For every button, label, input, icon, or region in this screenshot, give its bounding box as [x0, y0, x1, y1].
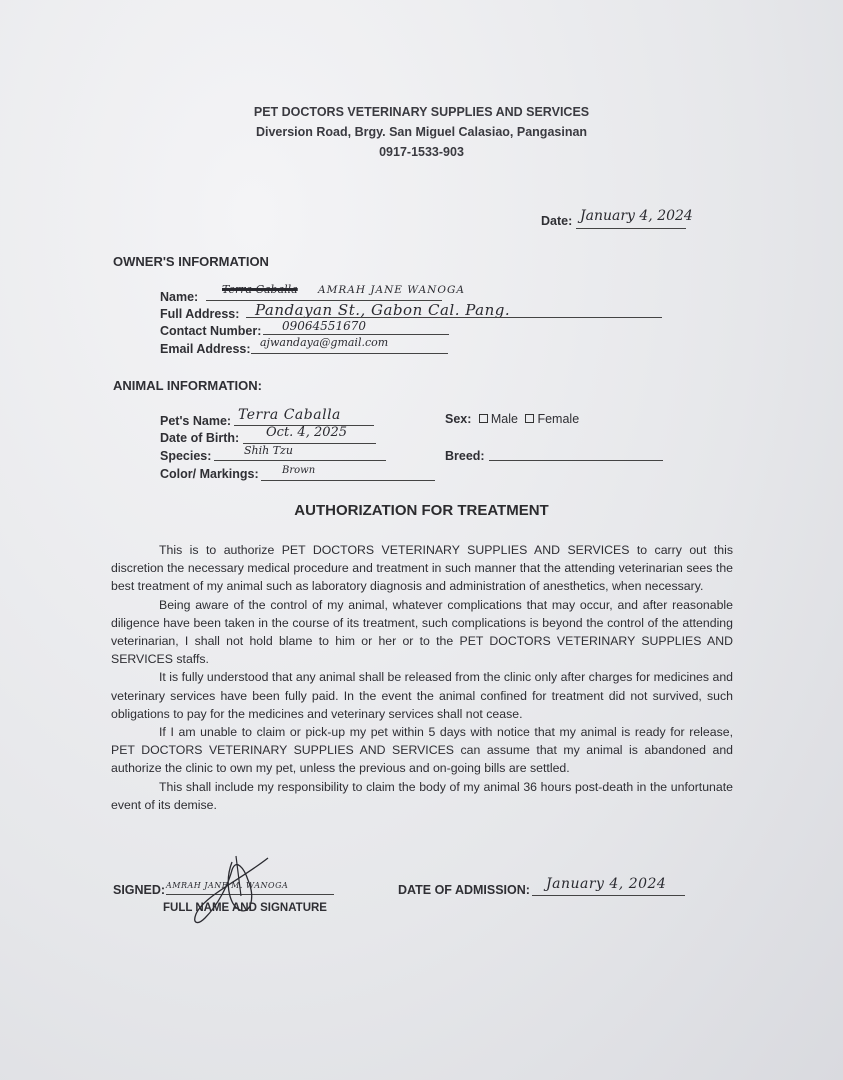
male-option-label: Male: [490, 412, 518, 426]
paragraph-1: This is to authorize PET DOCTORS VETERINARY SUPPLIES AND SERVICES to carry out this discretion the necessary medical procedure and treatment in such manner that the attending veterinarian sees the best treatment of my animal such as laboratory diagnosis and administration of anesthetics, when necessary.: [111, 543, 733, 594]
signed-label: SIGNED:: [113, 883, 166, 897]
breed-label: Breed:: [445, 449, 485, 463]
species-label: Species:: [160, 449, 212, 463]
owner-email-label: Email Address:: [160, 342, 251, 356]
paragraph-3: It is fully understood that any animal shall be released from the clinic only after charges for medicines and veterinary services have been fully paid. In the event the animal confined for treatment did not survived, such obligations to pay for the medicines and veterinary services shall not cease.: [111, 670, 733, 721]
admission-label: DATE OF ADMISSION:: [398, 883, 530, 897]
pet-name-label: Pet's Name:: [160, 414, 232, 428]
dob-value: Oct. 4, 2025: [266, 425, 348, 440]
owner-contact-label: Contact Number:: [160, 324, 262, 338]
date-label: Date:: [541, 214, 573, 228]
authorization-title: AUTHORIZATION FOR TREATMENT: [294, 502, 549, 519]
owner-email-value: ajwandaya@gmail.com: [260, 336, 389, 349]
color-label: Color/ Markings:: [160, 467, 259, 481]
paragraph-5: This shall include my responsibility to claim the body of my animal 36 hours post-death in the unfortunate event of its demise.: [111, 779, 733, 812]
color-value: Brown: [282, 465, 316, 476]
admission-value: January 4, 2024: [546, 876, 667, 892]
owner-name-label: Name:: [160, 290, 199, 304]
signed-name-value: AMRAH JANE M. WANOGA: [166, 881, 289, 890]
species-value: Shih Tzu: [244, 444, 293, 457]
owner-contact-value: 09064551670: [282, 319, 366, 333]
owner-address-value: Pandayan St., Gabon Cal. Pang.: [255, 301, 511, 319]
animal-section-title: ANIMAL INFORMATION:: [113, 378, 262, 393]
owner-section-title: OWNER'S INFORMATION: [113, 254, 269, 269]
company-address: Diversion Road, Brgy. San Miguel Calasiao, Pangasinan: [255, 125, 588, 139]
company-name: PET DOCTORS VETERINARY SUPPLIES AND SERVICES: [253, 105, 590, 119]
owner-address-label: Full Address:: [160, 307, 240, 321]
admission-line: [532, 895, 685, 896]
female-option-label: Female: [537, 412, 580, 426]
signature-caption: FULL NAME AND SIGNATURE: [163, 902, 327, 914]
pet-name-value: Terra Caballa: [238, 407, 341, 423]
dob-label: Date of Birth:: [160, 431, 240, 445]
paragraph-2: Being aware of the control of my animal, whatever complications that may occur, and after reasonable diligence have been taken in the course of its treatment, such complications is beyond the control of the attending veterinarian, I shall not hold blame to him or her or to the PET DOCTORS VETERINARY SUPPLIES AND SERVICES staffs.: [111, 597, 733, 667]
owner-name-value: AMRAH JANE WANOGA: [318, 284, 465, 296]
paragraph-4: If I am unable to claim or pick-up my pet within 5 days with notice that my animal is ready for release, PET DOCTORS VETERINARY SUPPLIES AND SERVICES can assume that my animal is abandoned and authorize the clinic to own my pet, unless the previous and on-going bills are settled.: [111, 725, 733, 776]
company-phone: 0917-1533-903: [379, 145, 464, 159]
date-value: January 4, 2024: [580, 208, 693, 224]
owner-name-struck: Terra Caballa: [222, 283, 298, 296]
sex-label: Sex:: [445, 412, 472, 426]
